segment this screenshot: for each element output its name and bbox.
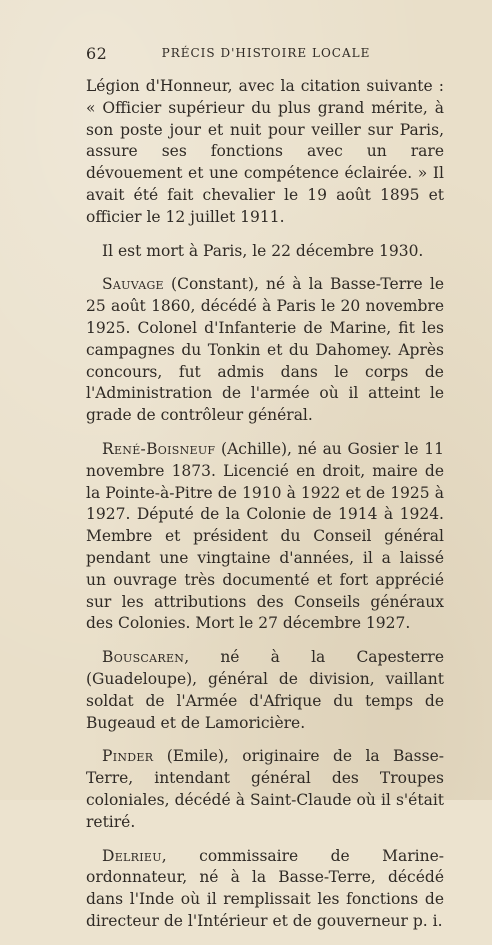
paragraph-legion-citation [86,76,444,229]
paragraph-delrieu [86,846,444,933]
paragraph-pinder [86,746,444,833]
paragraph-sauvage [86,274,444,427]
paragraph-text: Légion d'Honneur, avec la citation suivante : « Officier supérieur du plus grand mérite, à son poste jour et nuit pour veiller sur Paris, assure ses fonctions avec un rare dévouement et une compétence éclairée. » Il avait été fait chevalier le 19 août 1895 et officier le 12 juillet 1911. [86,77,444,226]
paragraph-text: (Constant), né à la Basse-Terre le 25 août 1860, décédé à Paris le 20 novembre 1925. Colonel d'Infanterie de Marine, fit les campagnes du Tonkin et du Dahomey. Après concours, fut admis dans le corps de l'Administration de l'armée où il atteint le grade de contrôleur général. [86,275,444,425]
paragraph-death-paris [86,241,444,263]
paragraph-text: Il est mort à Paris, le 22 décembre 1930. [102,241,424,260]
paragraph-text: (Achille), né au Gosier le 11 novembre 1873. Licencié en droit, maire de la Pointe-à-Pitre de 1910 à 1922 et de 1925 à 1927. Député de la Colonie de 1914 à 1924. Membre et président du Conseil général pendant une vingtaine d'années, il a laissé un ouvrage très documenté et fort apprécié sur les attributions des Conseils généraux des Colonies. Mort le 27 décembre 1927. [86,439,444,633]
paragraph-text: (Emile), originaire de la Basse-Terre, intendant général des Troupes coloniales, décédé à Saint-Claude où il s'était retiré. [86,747,444,831]
page-number: 62 [86,44,108,63]
paragraph-text: , commissaire de Marine-ordonnateur, né à la Basse-Terre, décédé dans l'Inde où il remplissait les fonctions de directeur de l'Intérieur et de gouverneur p. i. [86,846,444,930]
running-title: PRÉCIS D'HISTOIRE LOCALE [161,46,371,60]
person-name: Bouscaren [102,648,185,667]
paragraph-rene-boisneuf [86,439,444,635]
person-name: Sauvage [102,275,164,294]
person-name: Pinder [102,747,154,766]
paragraph-bouscaren [86,647,444,734]
page-body [86,76,444,945]
person-name: René-Boisneuf [102,439,216,458]
person-name: Delrieu [102,846,162,865]
paragraph-text: , né à la Capesterre (Guadeloupe), général de division, vaillant soldat de l'Armée d'Afrique du temps de Bugeaud et de Lamoricière. [86,648,444,732]
page-header [86,44,446,68]
